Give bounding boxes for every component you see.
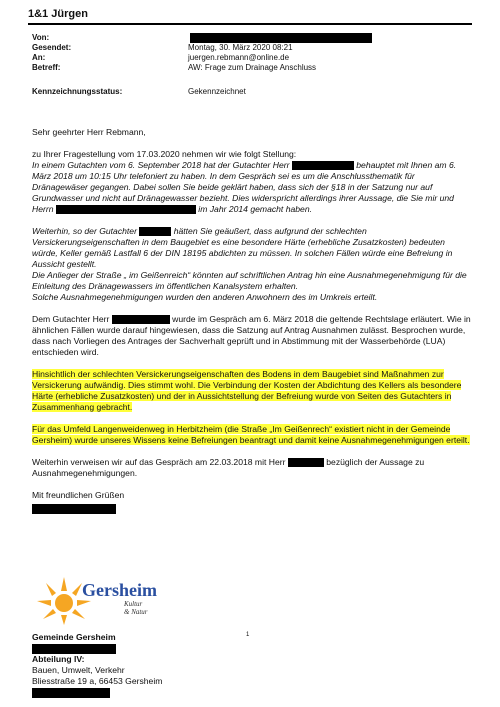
highlight-paragraph-1 — [32, 369, 472, 413]
meta-value: Montag, 30. März 2020 08:21 — [188, 43, 293, 53]
letter-body — [32, 127, 472, 514]
redaction-bar — [32, 688, 110, 698]
redaction-bar — [190, 33, 372, 43]
logo-subtitle — [124, 601, 148, 616]
redaction-bar — [139, 227, 171, 236]
meta-row-sent — [32, 43, 472, 53]
meta-row-flag — [32, 87, 472, 97]
department: Abteilung IV: — [32, 654, 85, 664]
redaction-line — [32, 643, 332, 654]
meta-label: Betreff: — [32, 63, 61, 73]
logo-subtitle-line: Kultur — [124, 600, 143, 608]
org-name: Gemeinde Gersheim — [32, 632, 116, 642]
redaction-bar — [56, 205, 196, 214]
text: Weiterhin verweisen wir auf das Gespräch am 22.03.2018 mit Herr — [32, 457, 286, 467]
question-paragraph-3: Die Anlieger der Straße „ im Geißenreich“ könnten auf schriftlichen Antrag hin eine Ausnahmegenehmigung für die Einleitung des Dränagewassers im öffentlichen Kanalsystem erhalten. — [32, 270, 467, 291]
redaction-bar — [32, 644, 116, 654]
intro-line: zu Ihrer Fragestellung vom 17.03.2020 nehmen wir wie folgt Stellung: — [32, 149, 297, 159]
text: In einem Gutachten vom 6. September 2018 hat der Gutachter Herr — [32, 160, 290, 170]
meta-label: Kennzeichnungsstatus: — [32, 87, 123, 97]
text: Weiterhin, so der Gutachter — [32, 226, 137, 236]
address-line: Bliesstraße 19 a, 66453 Gersheim — [32, 676, 163, 686]
text: bezüglich der Aussage zu Ausnahmegenehmigungen. — [32, 457, 425, 478]
signature-block — [32, 632, 332, 698]
department-line: Bauen, Umwelt, Verkehr — [32, 665, 125, 675]
meta-value: Gekennzeichnet — [188, 87, 246, 97]
redaction-bar — [292, 161, 354, 170]
meta-label: Gesendet: — [32, 43, 72, 53]
meta-label: Von: — [32, 33, 50, 42]
meta-row-to — [32, 53, 472, 63]
closing-paragraph — [32, 457, 472, 479]
answer-paragraph-1 — [32, 314, 472, 358]
text: behauptet mit Ihnen am 6. März 2018 um 10:15 Uhr telefoniert zu haben. In dem Gespräch sei es um die Anschlussthematik für Dränagewäser gegangen. Dabei sollen Sie beide geklärt haben, dass sich der §18 in der Satzung nur auf Grundwasser und nicht auf Dränagewasser bezieht. Dies widerspricht allerdings ihrer Aussage, die Sie mir und Herrn — [32, 160, 457, 214]
redaction-bar — [32, 504, 116, 514]
salutation: Sehr geehrter Herr Rebmann, — [32, 127, 146, 137]
header-title: 1&1 Jürgen — [28, 8, 88, 20]
redaction-line — [32, 687, 332, 698]
gersheim-logo — [34, 575, 164, 627]
question-paragraph-4: Solche Ausnahmegenehmigungen wurden den anderen Anwohnern des im Umkreis erteilt. — [32, 292, 378, 302]
highlighted-text: Hinsichtlich der schlechten Versickerungseigenschaften des Bodens in dem Baugebiet sind Maßnahmen zur Versickerung aufwändig. Dies stimmt wohl. Die Verbindung der Kosten der Abdichtung des Kellers als besondere Härte (erhebliche Zusatzkosten) und der in Aussichtstellung der Befreiung wurde von Seiten des Gutachters in Zusammenhang gebracht. — [32, 369, 462, 412]
text: wurde im Gespräch am 6. März 2018 die geltende Rechtslage erläutert. Wie in ähnlichen Fällen wurde darauf hingewiesen, dass die Satzung auf Antrag Ausnahmen zulässt. Besprochen wurde, dass nach Vorliegen des Antrages der Sachverhalt geprüft und in Abstimmung mit der Wasserbehörde (LUA) entschieden wird. — [32, 314, 471, 357]
header-rule — [28, 23, 472, 25]
text: hätten Sie geäußert, dass aufgrund der schlechten Versickerungseigenschaften in dem Baugebiet es eine besondere Härte (erhebliche Zusatzkosten) bedeuten würde, Keller gemäß Lastfall 6 der DIN 18195 abdichten zu müssen. In solchen Fällen würde eine Befreiung in Aussicht gestellt. — [32, 226, 453, 269]
meta-spacer — [32, 73, 472, 87]
text: im Jahr 2014 gemacht haben. — [198, 204, 312, 214]
regards: Mit freundlichen Grüßen — [32, 490, 125, 500]
question-paragraph-1 — [32, 160, 472, 215]
email-meta — [32, 33, 472, 97]
meta-row-subject — [32, 63, 472, 73]
redaction-bar — [288, 458, 324, 467]
question-paragraph-2 — [32, 226, 472, 270]
meta-row-from — [32, 33, 472, 43]
logo-name: Gersheim — [82, 580, 157, 600]
meta-value: AW: Frage zum Drainage Anschluss — [188, 63, 317, 73]
page-number: 1 — [246, 632, 250, 638]
highlight-paragraph-2 — [32, 424, 472, 446]
meta-value: juergen.rebmann@online.de — [188, 53, 290, 63]
signature-redaction — [32, 503, 472, 514]
text: Dem Gutachter Herr — [32, 314, 110, 324]
redaction-bar — [112, 315, 170, 324]
logo-subtitle-line: & Natur — [124, 607, 148, 616]
meta-label: An: — [32, 53, 46, 63]
meta-value — [188, 33, 472, 43]
highlighted-text: Für das Umfeld Langenweidenweg in Herbitzheim (die Straße „Im Geißenrech“ existiert nicht in der Gemeinde Gersheim) wurde unseres Wissens keine Befreiungen beantragt und damit keine Ausnahmegenehmigungen erteilt. — [32, 424, 470, 445]
